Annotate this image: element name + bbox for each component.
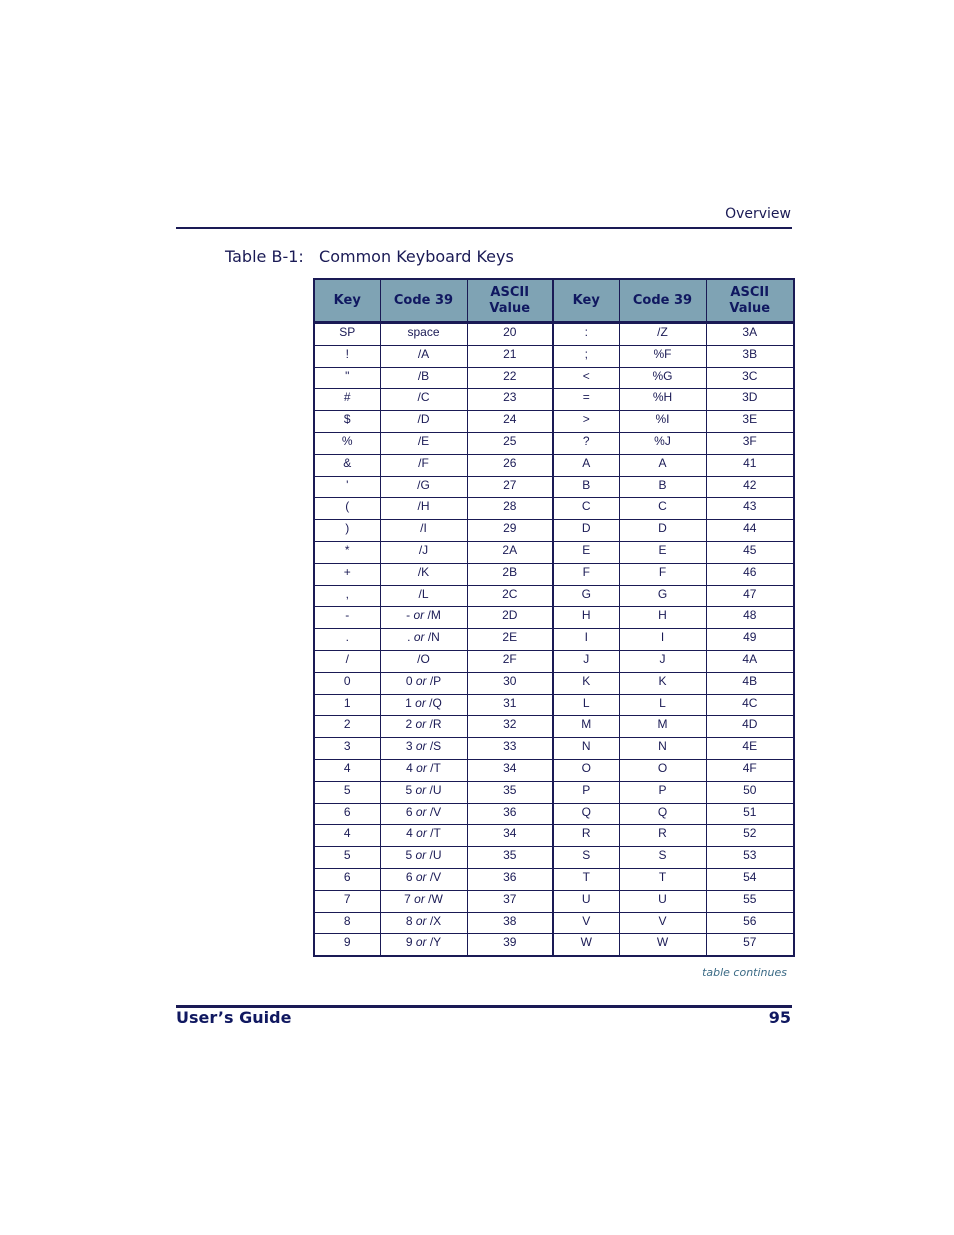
table-cell: 2C [467, 585, 553, 607]
table-cell: /O [380, 650, 467, 672]
table-cell: 49 [706, 629, 794, 651]
table-cell: T [619, 868, 706, 890]
table-cell: 4 [314, 759, 380, 781]
table-row [314, 672, 794, 694]
table-cell: R [553, 825, 619, 847]
table-cell: 8 or /X [380, 912, 467, 934]
table-row [314, 323, 794, 346]
table-cell: 25 [467, 432, 553, 454]
table-cell: H [553, 607, 619, 629]
table-row [314, 890, 794, 912]
table-cell: A [619, 454, 706, 476]
table-row [314, 803, 794, 825]
table-cell: P [553, 781, 619, 803]
table-cell: 57 [706, 934, 794, 956]
table-cell: 30 [467, 672, 553, 694]
table-cell: 0 or /P [380, 672, 467, 694]
table-cell: 5 [314, 847, 380, 869]
table-cell: 55 [706, 890, 794, 912]
table-cell: 4A [706, 650, 794, 672]
table-cell: Q [619, 803, 706, 825]
page-number: 95 [768, 1008, 791, 1027]
table-row [314, 389, 794, 411]
table-cell: Q [553, 803, 619, 825]
table-cell: /D [380, 411, 467, 433]
table-cell: 43 [706, 498, 794, 520]
table-cell: G [619, 585, 706, 607]
table-cell: 2 [314, 716, 380, 738]
table-cell: 1 or /Q [380, 694, 467, 716]
table-cell: D [619, 520, 706, 542]
column-header: ASCII Value [467, 279, 553, 323]
table-cell: R [619, 825, 706, 847]
column-header: Key [553, 279, 619, 323]
table-cell: ' [314, 476, 380, 498]
table-row [314, 585, 794, 607]
table-row [314, 847, 794, 869]
table-cell: 4D [706, 716, 794, 738]
table-cell: /C [380, 389, 467, 411]
table-cell: 2A [467, 541, 553, 563]
table-cell: & [314, 454, 380, 476]
table-cell: 9 or /Y [380, 934, 467, 956]
table-cell: 5 [314, 781, 380, 803]
table-cell: 54 [706, 868, 794, 890]
table-cell: < [553, 367, 619, 389]
table-cell: " [314, 367, 380, 389]
table-cell: 34 [467, 759, 553, 781]
table-row [314, 345, 794, 367]
table-cell: H [619, 607, 706, 629]
table-cell: 35 [467, 781, 553, 803]
table-cell: 21 [467, 345, 553, 367]
table-cell: 4C [706, 694, 794, 716]
table-row [314, 912, 794, 934]
table-cell: 4 or /T [380, 825, 467, 847]
table-cell: SP [314, 323, 380, 346]
table-row [314, 868, 794, 890]
table-cell: G [553, 585, 619, 607]
table-cell: 29 [467, 520, 553, 542]
table-header-row [314, 279, 794, 323]
table-cell: 6 or /V [380, 803, 467, 825]
table-cell: /I [380, 520, 467, 542]
table-body [314, 323, 794, 957]
table-cell: 9 [314, 934, 380, 956]
table-cell: B [619, 476, 706, 498]
table-cell: 46 [706, 563, 794, 585]
table-cell: 2F [467, 650, 553, 672]
table-cell: 47 [706, 585, 794, 607]
table-cell: ? [553, 432, 619, 454]
table-row [314, 367, 794, 389]
table-cell: 6 [314, 803, 380, 825]
table-cell: /G [380, 476, 467, 498]
table-cell: 22 [467, 367, 553, 389]
table-cell: ! [314, 345, 380, 367]
table-cell: 26 [467, 454, 553, 476]
table-cell: S [619, 847, 706, 869]
table-cell: /J [380, 541, 467, 563]
table-cell: E [619, 541, 706, 563]
table-cell: 4F [706, 759, 794, 781]
table-cell: P [619, 781, 706, 803]
section-title: Overview [725, 206, 791, 222]
table-cell: 2E [467, 629, 553, 651]
table-cell: 32 [467, 716, 553, 738]
table-cell: C [619, 498, 706, 520]
table-cell: . [314, 629, 380, 651]
table-row [314, 607, 794, 629]
table-row [314, 432, 794, 454]
table-cell: 28 [467, 498, 553, 520]
table-row [314, 825, 794, 847]
table-row [314, 629, 794, 651]
table-cell: 6 [314, 868, 380, 890]
table-row [314, 541, 794, 563]
table-row [314, 738, 794, 760]
table-cell: / [314, 650, 380, 672]
table-cell: O [619, 759, 706, 781]
table-row [314, 411, 794, 433]
table-row [314, 694, 794, 716]
table-cell: 27 [467, 476, 553, 498]
table-cell: M [553, 716, 619, 738]
table-cell: /Z [619, 323, 706, 346]
table-cell: 53 [706, 847, 794, 869]
table-cell: 50 [706, 781, 794, 803]
table-cell: 7 [314, 890, 380, 912]
table-cell: 35 [467, 847, 553, 869]
table-cell: O [553, 759, 619, 781]
table-cell: 41 [706, 454, 794, 476]
table-cell: 5 or /U [380, 781, 467, 803]
keyboard-keys-table-container [313, 278, 793, 957]
table-cell: 4 [314, 825, 380, 847]
table-row [314, 476, 794, 498]
table-cell: S [553, 847, 619, 869]
column-header: Code 39 [619, 279, 706, 323]
table-row [314, 934, 794, 956]
table-cell: 34 [467, 825, 553, 847]
table-cell: 2B [467, 563, 553, 585]
table-row [314, 716, 794, 738]
table-cell: 4E [706, 738, 794, 760]
table-cell: 5 or /U [380, 847, 467, 869]
table-cell: N [619, 738, 706, 760]
table-cell: ( [314, 498, 380, 520]
table-cell: 8 [314, 912, 380, 934]
table-cell: = [553, 389, 619, 411]
table-cell: %I [619, 411, 706, 433]
table-cell: 44 [706, 520, 794, 542]
column-header: ASCII Value [706, 279, 794, 323]
table-cell: 4 or /T [380, 759, 467, 781]
table-cell: 3B [706, 345, 794, 367]
table-cell: : [553, 323, 619, 346]
table-cell: , [314, 585, 380, 607]
table-cell: - or /M [380, 607, 467, 629]
table-cell: 1 [314, 694, 380, 716]
table-cell: 33 [467, 738, 553, 760]
table-cell: space [380, 323, 467, 346]
guide-title: User’s Guide [176, 1008, 292, 1027]
table-cell: I [619, 629, 706, 651]
table-cell: /E [380, 432, 467, 454]
table-cell: J [619, 650, 706, 672]
table-cell: L [619, 694, 706, 716]
table-cell: 2 or /R [380, 716, 467, 738]
table-cell: 3 [314, 738, 380, 760]
table-cell: ; [553, 345, 619, 367]
table-cell: W [553, 934, 619, 956]
table-cell: 3 or /S [380, 738, 467, 760]
table-cell: 36 [467, 868, 553, 890]
table-cell: 56 [706, 912, 794, 934]
table-cell: V [619, 912, 706, 934]
table-cell: 3D [706, 389, 794, 411]
table-cell: /L [380, 585, 467, 607]
table-cell: K [553, 672, 619, 694]
table-cell: % [314, 432, 380, 454]
table-cell: U [553, 890, 619, 912]
table-cell: 3E [706, 411, 794, 433]
table-cell: /F [380, 454, 467, 476]
header-rule [176, 227, 792, 229]
table-row [314, 781, 794, 803]
keyboard-keys-table [313, 278, 795, 957]
table-cell: 39 [467, 934, 553, 956]
table-cell: F [619, 563, 706, 585]
table-cell: 6 or /V [380, 868, 467, 890]
table-cell: 48 [706, 607, 794, 629]
table-cell: U [619, 890, 706, 912]
table-row [314, 650, 794, 672]
table-cell: %J [619, 432, 706, 454]
table-cell: 3F [706, 432, 794, 454]
table-cell: V [553, 912, 619, 934]
table-cell: L [553, 694, 619, 716]
table-cell: + [314, 563, 380, 585]
table-cell: C [553, 498, 619, 520]
table-caption: Table B-1: Common Keyboard Keys [225, 247, 514, 266]
table-cell: 24 [467, 411, 553, 433]
table-row [314, 498, 794, 520]
table-cell: 2D [467, 607, 553, 629]
table-cell: 0 [314, 672, 380, 694]
table-cell: W [619, 934, 706, 956]
table-cell: /H [380, 498, 467, 520]
table-cell: - [314, 607, 380, 629]
table-cell: N [553, 738, 619, 760]
table-cell: 31 [467, 694, 553, 716]
table-cell: 51 [706, 803, 794, 825]
table-cell: I [553, 629, 619, 651]
table-row [314, 520, 794, 542]
table-cell: 42 [706, 476, 794, 498]
table-row [314, 563, 794, 585]
table-cell: 20 [467, 323, 553, 346]
column-header: Code 39 [380, 279, 467, 323]
table-cell: . or /N [380, 629, 467, 651]
column-header: Key [314, 279, 380, 323]
table-cell: 36 [467, 803, 553, 825]
table-cell: K [619, 672, 706, 694]
table-cell: F [553, 563, 619, 585]
table-cell: 7 or /W [380, 890, 467, 912]
table-cell: M [619, 716, 706, 738]
table-cell: ) [314, 520, 380, 542]
table-cell: 23 [467, 389, 553, 411]
table-cell: $ [314, 411, 380, 433]
table-cell: B [553, 476, 619, 498]
table-cell: 37 [467, 890, 553, 912]
table-cell: E [553, 541, 619, 563]
table-cell: %H [619, 389, 706, 411]
table-cell: 38 [467, 912, 553, 934]
table-cell: 3A [706, 323, 794, 346]
table-cell: * [314, 541, 380, 563]
table-cell: %G [619, 367, 706, 389]
table-row [314, 759, 794, 781]
table-cell: /K [380, 563, 467, 585]
table-cell: /A [380, 345, 467, 367]
table-cell: %F [619, 345, 706, 367]
table-cell: A [553, 454, 619, 476]
table-cell: > [553, 411, 619, 433]
table-cell: 52 [706, 825, 794, 847]
table-cell: 4B [706, 672, 794, 694]
table-cell: J [553, 650, 619, 672]
table-cell: 45 [706, 541, 794, 563]
table-cell: /B [380, 367, 467, 389]
table-row [314, 454, 794, 476]
table-cell: T [553, 868, 619, 890]
table-cell: # [314, 389, 380, 411]
table-cell: 3C [706, 367, 794, 389]
table-cell: D [553, 520, 619, 542]
table-continues-note: table continues [702, 966, 787, 979]
